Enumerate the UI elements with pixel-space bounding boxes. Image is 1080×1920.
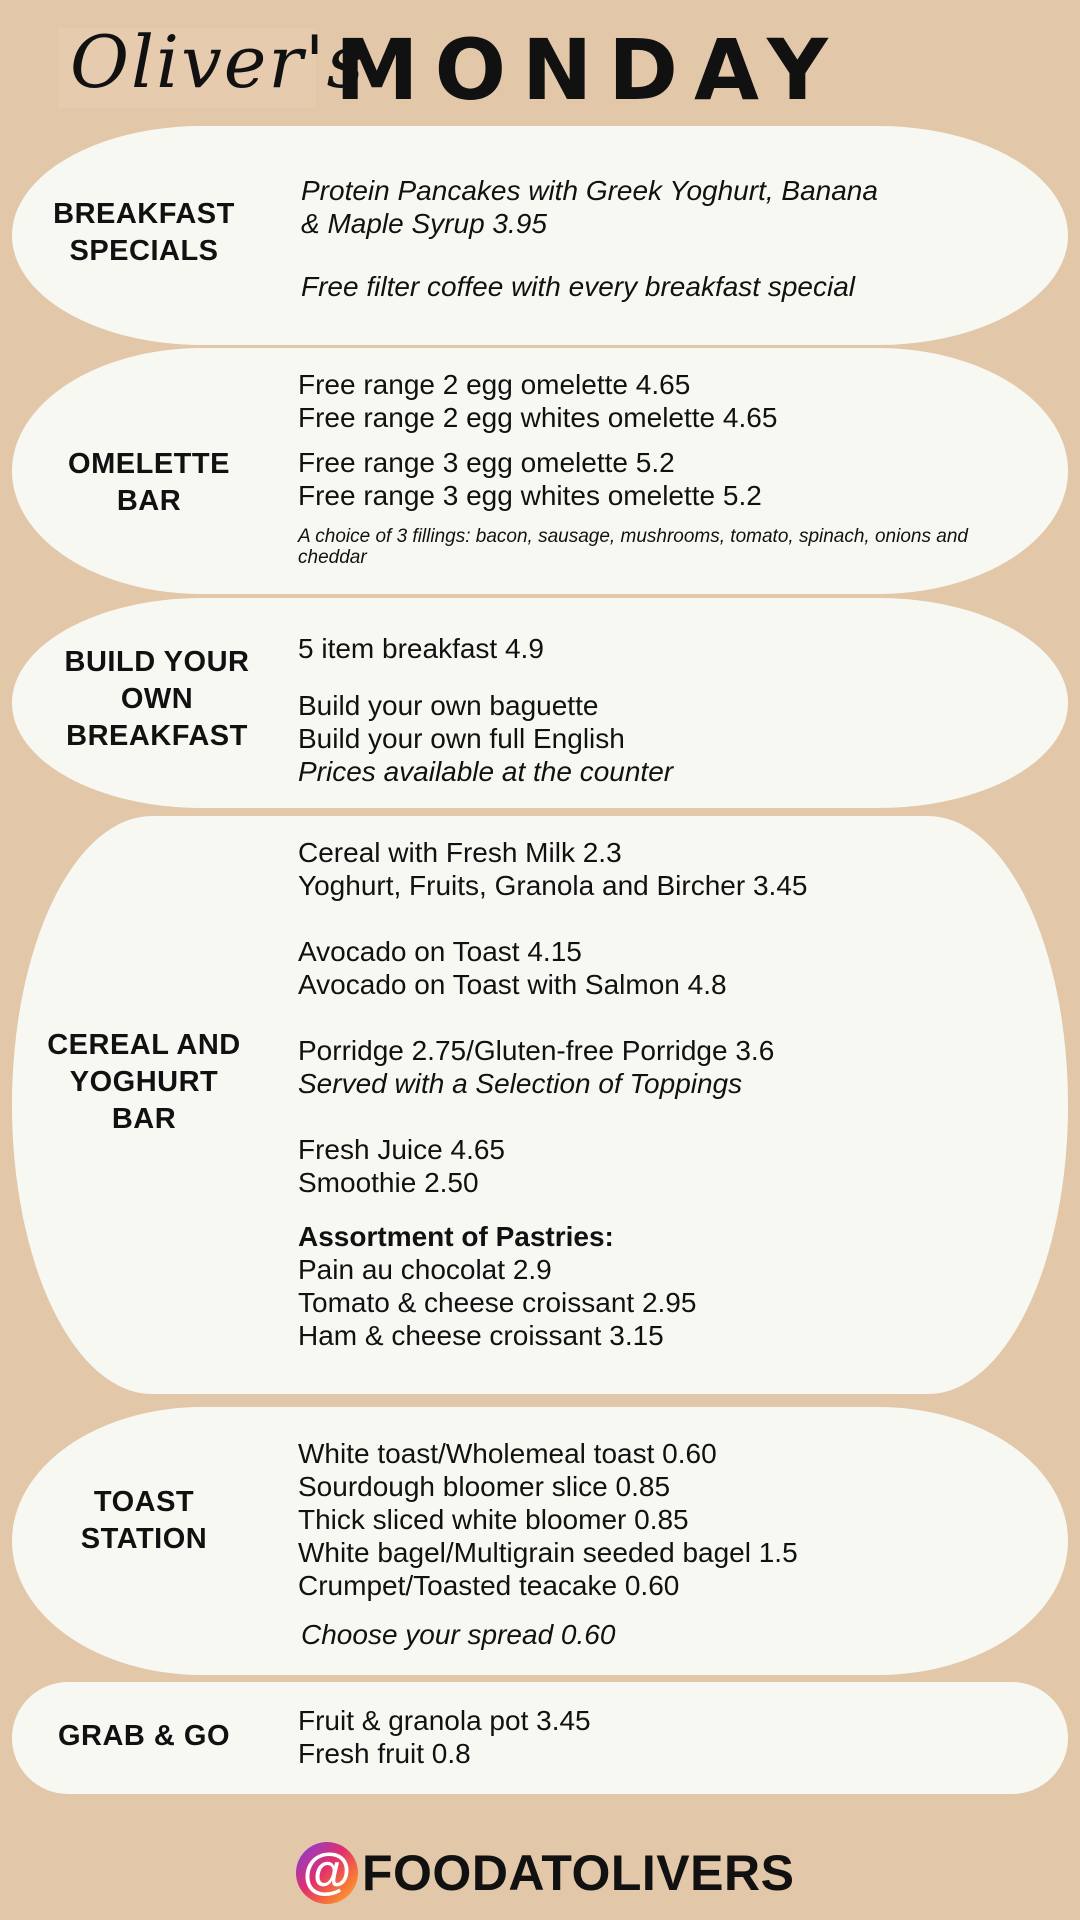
section-items (301, 174, 1008, 303)
menu-item: Free range 2 egg omelette 4.65 (298, 369, 691, 400)
label-line: BREAKFAST (53, 198, 235, 230)
menu-item: Smoothie 2.50 (298, 1167, 479, 1198)
menu-item: Pain au chocolat 2.9 (298, 1254, 552, 1285)
menu-item: Sourdough bloomer slice 0.85 (298, 1471, 671, 1502)
label-line: SPECIALS (69, 235, 219, 267)
section-label (12, 446, 286, 520)
menu-item: Tomato & cheese croissant 2.95 (298, 1287, 697, 1318)
menu-item: 5 item breakfast 4.9 (298, 633, 544, 664)
label-line: OMELETTE (68, 448, 230, 480)
section-omelette-bar (12, 348, 1068, 594)
section-items (298, 632, 1008, 788)
menu-item: Free range 2 egg whites omelette 4.65 (298, 402, 778, 433)
section-grab-and-go (12, 1682, 1068, 1794)
section-label (12, 644, 302, 755)
menu-item: Ham & cheese croissant 3.15 (298, 1320, 664, 1351)
menu-item: Build your own baguette (298, 690, 599, 721)
label-line: BAR (111, 1103, 177, 1135)
section-label (12, 1484, 276, 1558)
menu-item: White toast/Wholemeal toast 0.60 (298, 1438, 717, 1469)
label-line: TOAST (93, 1486, 195, 1518)
label-line: GRAB & GO (57, 1720, 231, 1752)
section-label (12, 1718, 276, 1755)
instagram-handle: FOODATOLIVERS (362, 1845, 795, 1901)
menu-item: Cereal with Fresh Milk 2.3 (298, 837, 622, 868)
label-line: BREAKFAST (66, 720, 248, 752)
label-line: STATION (80, 1523, 208, 1555)
menu-item: Build your own full English (298, 723, 625, 754)
menu-item: Protein Pancakes with Greek Yoghurt, Banana (301, 175, 878, 206)
social-handle (296, 1838, 794, 1908)
section-items (298, 836, 1008, 1352)
section-label (12, 1027, 276, 1138)
instagram-at-icon: @ (296, 1842, 358, 1904)
label-line: CEREAL AND (47, 1029, 241, 1061)
label-line: OWN (120, 683, 194, 715)
menu-note: Choose your spread 0.60 (301, 1619, 616, 1650)
menu-item: Thick sliced white bloomer 0.85 (298, 1504, 689, 1535)
menu-note: Served with a Selection of Toppings (298, 1068, 743, 1099)
menu-item: Crumpet/Toasted teacake 0.60 (298, 1570, 680, 1601)
menu-item: & Maple Syrup 3.95 (301, 208, 547, 239)
menu-subheading: Assortment of Pastries: (298, 1221, 614, 1252)
menu-item: Fruit & granola pot 3.45 (298, 1705, 591, 1736)
menu-item: Fresh Juice 4.65 (298, 1134, 505, 1165)
menu-note: Prices available at the counter (298, 756, 674, 787)
menu-note: A choice of 3 fillings: bacon, sausage, mushrooms, tomato, spinach, onions and cheddar (298, 526, 968, 568)
menu-item: Fresh fruit 0.8 (298, 1738, 471, 1769)
section-items (298, 1704, 1008, 1770)
section-items (298, 368, 1008, 568)
menu-item: Avocado on Toast with Salmon 4.8 (298, 969, 727, 1000)
section-label (12, 196, 276, 270)
section-items (298, 1437, 1008, 1651)
menu-item: Free range 3 egg whites omelette 5.2 (298, 480, 762, 511)
menu-item: Avocado on Toast 4.15 (298, 936, 582, 967)
menu-item: Porridge 2.75/Gluten-free Porridge 3.6 (298, 1035, 775, 1066)
section-toast-station (12, 1407, 1068, 1675)
day-title: MONDAY (335, 21, 844, 119)
menu-item: Free range 3 egg omelette 5.2 (298, 447, 675, 478)
section-cereal-yoghurt-bar (12, 816, 1068, 1394)
label-line: BAR (116, 485, 182, 517)
label-line: YOGHURT (69, 1066, 219, 1098)
menu-item: Yoghurt, Fruits, Granola and Bircher 3.45 (298, 870, 808, 901)
olivers-logo-text: Oliver's (70, 20, 366, 104)
menu-note: Free filter coffee with every breakfast special (301, 271, 856, 302)
label-line: BUILD YOUR (64, 646, 250, 678)
section-build-your-own (12, 598, 1068, 808)
menu-item: White bagel/Multigrain seeded bagel 1.5 (298, 1537, 798, 1568)
section-breakfast-specials (12, 126, 1068, 345)
menu-header (0, 0, 1080, 120)
